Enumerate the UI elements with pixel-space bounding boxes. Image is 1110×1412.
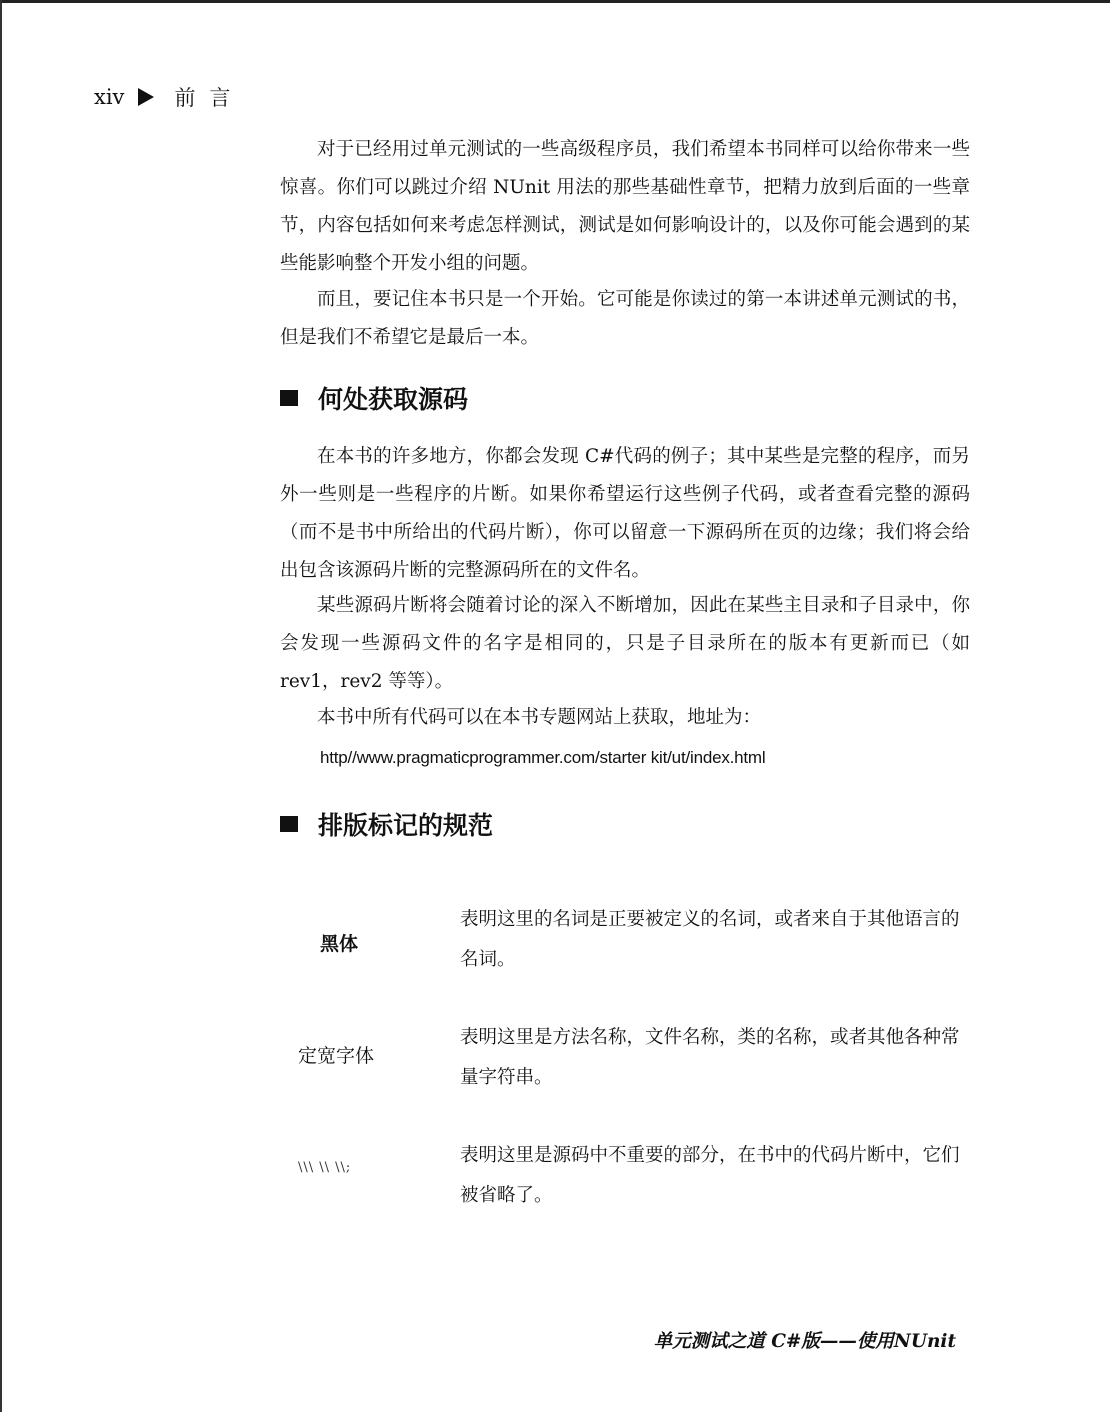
square-bullet-icon [280, 390, 298, 406]
paragraph-code-website: 本书中所有代码可以在本书专题网站上获取，地址为： [317, 707, 762, 728]
section-heading-source-text: 何处获取源码 [318, 385, 469, 414]
square-bullet-icon [280, 816, 298, 832]
section-heading-source [280, 380, 468, 416]
paragraph-source-revisions: 某些源码片断将会随着讨论的深入不断增加，因此在某些主目录和子目录中，你会发现一些源码文件的名字是相同的，只是子目录所在的版本有更新而已（如 rev1，rev2 等等）。 [280, 595, 970, 692]
footer-book-title: 单元测试之道 C#版——使用NUnit [653, 1331, 956, 1352]
paragraph-advanced-programmers: 对于已经用过单元测试的一些高级程序员，我们希望本书同样可以给你带来一些惊喜。你们可以跳过介绍 NUnit 用法的那些基础性章节，把精力放到后面的一些章节，内容包括如何来考虑怎样测试，测试是如何影响设计的，以及你可能会遇到的某些能影响整个开发小组的问题。 [280, 139, 970, 274]
convention-term-monospace: 定宽字体 [298, 1045, 375, 1067]
convention-term-bold: 黑体 [320, 933, 359, 955]
section-heading-conventions [280, 806, 493, 842]
running-head-title: 前言 [174, 86, 245, 110]
page-number: xiv [94, 85, 125, 109]
source-url: http//www.pragmaticprogrammer.com/starter kit/ut/index.html [320, 748, 766, 767]
left-border-line [0, 0, 2, 1412]
paragraph-just-a-beginning: 而且，要记住本书只是一个开始。它可能是你读过的第一本讲述单元测试的书，但是我们不希望它是最后一本。 [280, 289, 970, 348]
convention-desc-omitted: 表明这里是源码中不重要的部分，在书中的代码片断中，它们被省略了。 [460, 1145, 960, 1206]
top-border-line [0, 0, 1110, 3]
convention-desc-bold: 表明这里的名词是正要被定义的名词，或者来自于其他语言的名词。 [460, 909, 960, 970]
convention-term-omitted: \\\ \\ \\; [298, 1160, 352, 1175]
convention-desc-monospace: 表明这里是方法名称，文件名称，类的名称，或者其他各种常量字符串。 [460, 1027, 960, 1088]
section-heading-conventions-text: 排版标记的规范 [318, 811, 494, 840]
paragraph-csharp-examples: 在本书的许多地方，你都会发现 C#代码的例子；其中某些是完整的程序，而另外一些则是一些程序的片断。如果你希望运行这些例子代码，或者查看完整的源码（而不是书中所给出的代码片断），你可以留意一下源码所在页的边缘；我们将会给出包含该源码片断的完整源码所在的文件名。 [280, 446, 970, 581]
running-head [94, 82, 244, 112]
triangle-arrow-icon [138, 88, 154, 106]
